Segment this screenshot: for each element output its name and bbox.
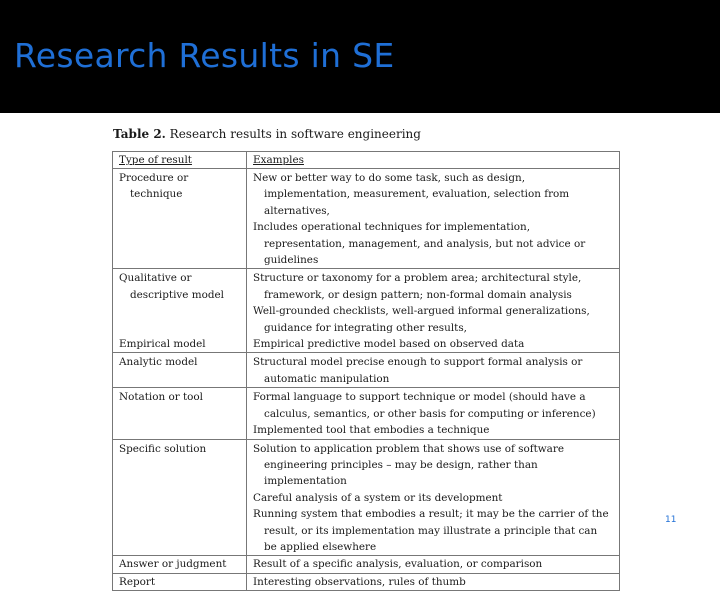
page-number: 11 (665, 515, 677, 525)
example-text: New or better way to do some task, such as design, implementation, measurement, evaluation, selection from alternatives, (253, 172, 570, 217)
example-text: Implemented tool that embodies a technique (253, 424, 490, 437)
examples-cell (247, 269, 620, 353)
table-row (113, 556, 620, 573)
type-label: Notation or tool (119, 391, 204, 404)
type-label: Procedure or technique (119, 172, 189, 201)
example-text: Structural model precise enough to support formal analysis or automatic manipulation (253, 356, 583, 385)
examples-cell (247, 439, 620, 556)
table-caption-text: Research results in software engineering (165, 127, 421, 141)
type-label: Answer or judgment (119, 558, 227, 571)
example-text: Result of a specific analysis, evaluation, or comparison (253, 558, 543, 571)
examples-cell (247, 169, 620, 269)
table-row (113, 169, 620, 269)
type-cell (113, 169, 247, 269)
example-text: Running system that embodies a result; it may be the carrier of the result, or its implementation may illustrate a principle that can be applied elsewhere (253, 508, 609, 553)
example-text: Interesting observations, rules of thumb (253, 575, 466, 588)
example-text: Includes operational techniques for implementation, representation, management, and analysis, but not advice or guidelines (253, 221, 586, 267)
slide-title: Research Results in SE (14, 36, 395, 75)
table-header-row (113, 152, 620, 169)
type-cell (113, 269, 247, 353)
type-label: Qualitative or descriptive model (119, 272, 224, 301)
table-row (113, 388, 620, 439)
table-caption (113, 127, 421, 141)
type-label: Report (119, 575, 156, 588)
example-text: Formal language to support technique or model (should have a calculus, semantics, or other basis for computing or inference) (253, 391, 596, 420)
header-type-of-result: Type of result (113, 152, 247, 169)
table-row (113, 573, 620, 590)
table-row (113, 439, 620, 556)
examples-cell (247, 353, 620, 388)
example-text: Solution to application problem that shows use of software engineering principles – may be design, rather than implementation (253, 442, 564, 488)
type-cell (113, 388, 247, 439)
research-results-table (112, 151, 620, 591)
type-cell (113, 439, 247, 556)
examples-cell (247, 573, 620, 590)
type-label: Analytic model (119, 356, 198, 369)
type-label: Empirical model (119, 338, 206, 351)
table-row (113, 353, 620, 388)
example-text: Empirical predictive model based on observed data (253, 338, 525, 351)
type-cell (113, 573, 247, 590)
example-text: Structure or taxonomy for a problem area; architectural style, framework, or design pattern; non-formal domain analysis (253, 272, 582, 301)
header-examples: Examples (247, 152, 620, 169)
examples-cell (247, 556, 620, 573)
type-cell (113, 353, 247, 388)
type-label: Specific solution (119, 442, 207, 455)
example-text: Careful analysis of a system or its development (253, 491, 503, 504)
example-text: Well-grounded checklists, well-argued informal generalizations, guidance for integrating other results, (253, 305, 590, 334)
table-row (113, 269, 620, 353)
table-caption-label: Table 2. (113, 127, 166, 141)
type-cell (113, 556, 247, 573)
examples-cell (247, 388, 620, 439)
